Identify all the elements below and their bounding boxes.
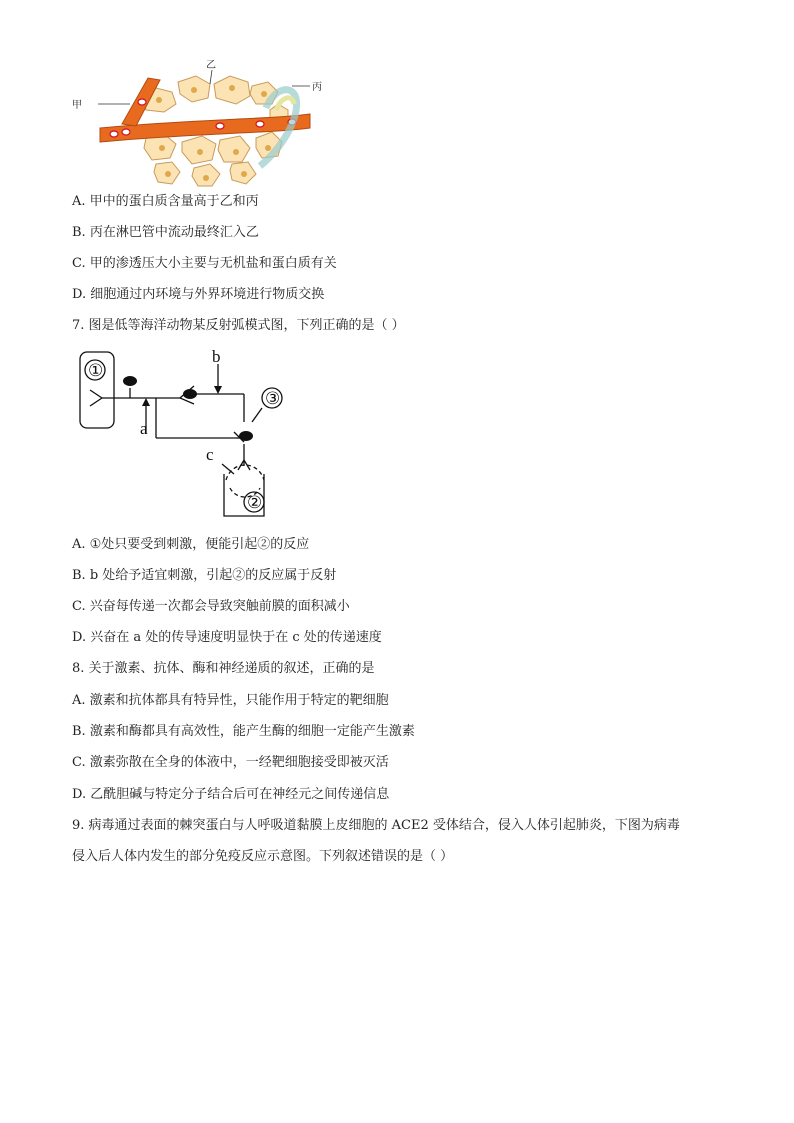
q8-option-d: D. 乙酰胆碱与特定分子结合后可在神经元之间传递信息 — [72, 787, 390, 802]
q6-option-a: A. 甲中的蛋白质含量高于乙和丙 — [72, 194, 259, 209]
label-bing: 丙 — [312, 82, 322, 93]
q6-option-d: D. 细胞通过内环境与外界环境进行物质交换 — [72, 287, 325, 302]
q6-option-c: C. 甲的渗透压大小主要与无机盐和蛋白质有关 — [72, 256, 337, 271]
circle1-label: ① — [88, 361, 104, 380]
q7-option-b: B. b 处给予适宜刺激，引起②的反应属于反射 — [72, 568, 337, 583]
label-yi: 乙 — [206, 60, 216, 71]
q9-stem-line1: 9. 病毒通过表面的棘突蛋白与人呼吸道黏膜上皮细胞的 ACE2 受体结合，侵入人体引起肺炎，下图为病毒 — [72, 818, 680, 833]
q8-option-b: B. 激素和酶都具有高效性，能产生酶的细胞一定能产生激素 — [72, 724, 415, 739]
reflex-arc-diagram — [76, 348, 296, 523]
q8-option-c: C. 激素弥散在全身的体液中，一经靶细胞接受即被灭活 — [72, 755, 389, 770]
q8-option-a: A. 激素和抗体都具有特异性，只能作用于特定的靶细胞 — [72, 693, 389, 708]
q8-stem: 8. 关于激素、抗体、酶和神经递质的叙述，正确的是 — [72, 661, 375, 676]
circle3-label: ③ — [265, 389, 281, 408]
q7-option-c: C. 兴奋每传递一次都会导致突触前膜的面积减小 — [72, 599, 350, 614]
label-a: a — [140, 419, 148, 438]
tissue-fluid-diagram — [70, 58, 330, 190]
label-c: c — [206, 445, 214, 464]
circle2-label: ② — [247, 493, 263, 512]
q7-option-a: A. ①处只要受到刺激，便能引起②的反应 — [72, 537, 310, 552]
label-b: b — [212, 348, 221, 366]
q6-option-b: B. 丙在淋巴管中流动最终汇入乙 — [72, 225, 259, 240]
label-jia: 甲 — [72, 100, 82, 111]
q7-stem: 7. 图是低等海洋动物某反射弧模式图，下列正确的是（ ） — [72, 318, 405, 333]
q9-stem-line2: 侵入后人体内发生的部分免疫反应示意图。下列叙述错误的是（ ） — [72, 849, 454, 864]
q7-option-d: D. 兴奋在 a 处的传导速度明显快于在 c 处的传递速度 — [72, 630, 382, 645]
